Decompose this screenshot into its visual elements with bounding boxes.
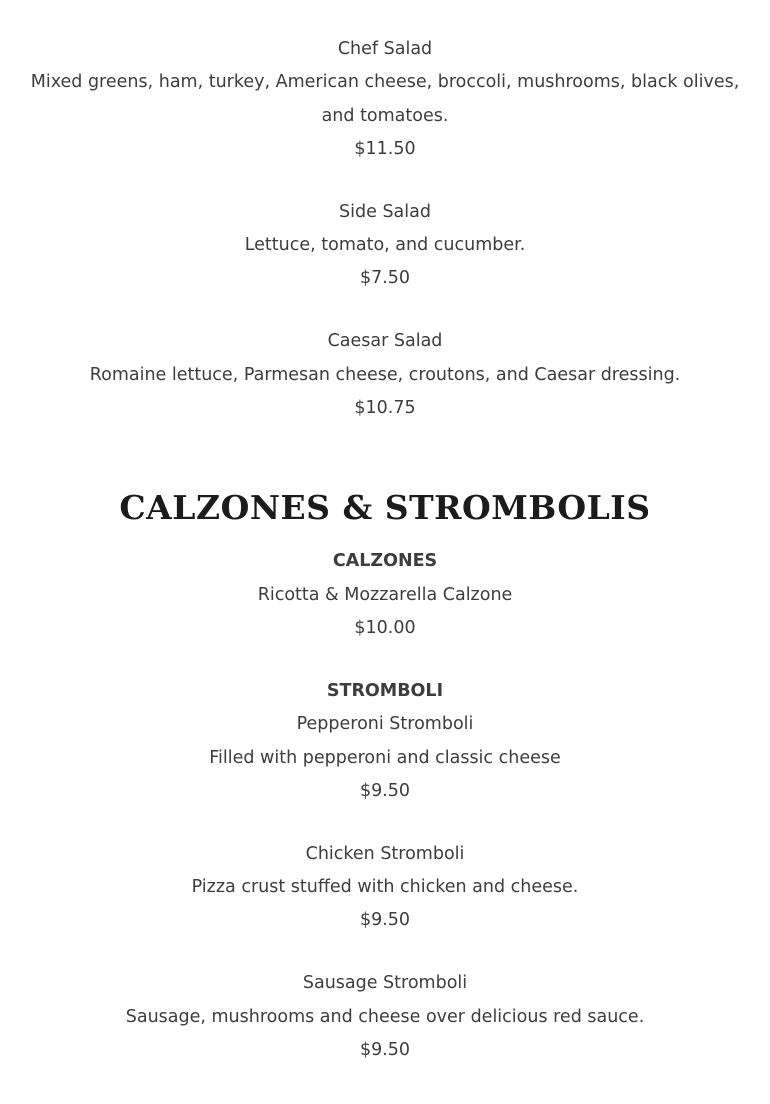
menu-group-stromboli [0,675,770,808]
item-description: Lettuce, tomato, and cucumber. [244,235,526,256]
group-heading: STROMBOLI [326,680,444,701]
item-name: Chicken Stromboli [305,843,465,864]
item-description: Pizza crust stuffed with chicken and cheese. [191,877,579,898]
item-price: $9.50 [359,780,411,801]
item-name: Chef Salad [337,39,433,59]
item-price: $9.50 [359,1039,411,1060]
item-name: Ricotta & Mozzarella Calzone [257,584,513,605]
item-description: Romaine lettuce, Parmesan cheese, croutons, and Caesar dressing. [89,364,681,385]
menu-item-caesar-salad [0,325,770,425]
menu-item-chef-salad [0,33,770,166]
menu-item-side-salad [0,196,770,296]
item-price: $10.00 [354,617,416,638]
item-price: $10.75 [354,398,416,419]
item-description: Sausage, mushrooms and cheese over delicious red sauce. [125,1006,645,1027]
menu-item-sausage-stromboli [0,967,770,1067]
item-name: Side Salad [339,201,431,222]
item-price: $7.50 [359,268,411,289]
item-price: $11.50 [354,138,416,159]
menu-group-calzones [0,545,770,645]
item-name: Sausage Stromboli [302,973,468,994]
menu-item-chicken-stromboli [0,838,770,938]
item-description: Mixed greens, ham, turkey, American cheese, broccoli, mushrooms, black olives, and tomatoes. [30,72,740,126]
item-description: Filled with pepperoni and classic cheese [209,747,561,768]
item-name: Pepperoni Stromboli [296,714,474,735]
item-name: Caesar Salad [327,331,443,352]
item-price: $9.50 [359,910,411,931]
group-heading: CALZONES [332,551,438,572]
section-title: CALZONES & STROMBOLIS [119,488,651,528]
